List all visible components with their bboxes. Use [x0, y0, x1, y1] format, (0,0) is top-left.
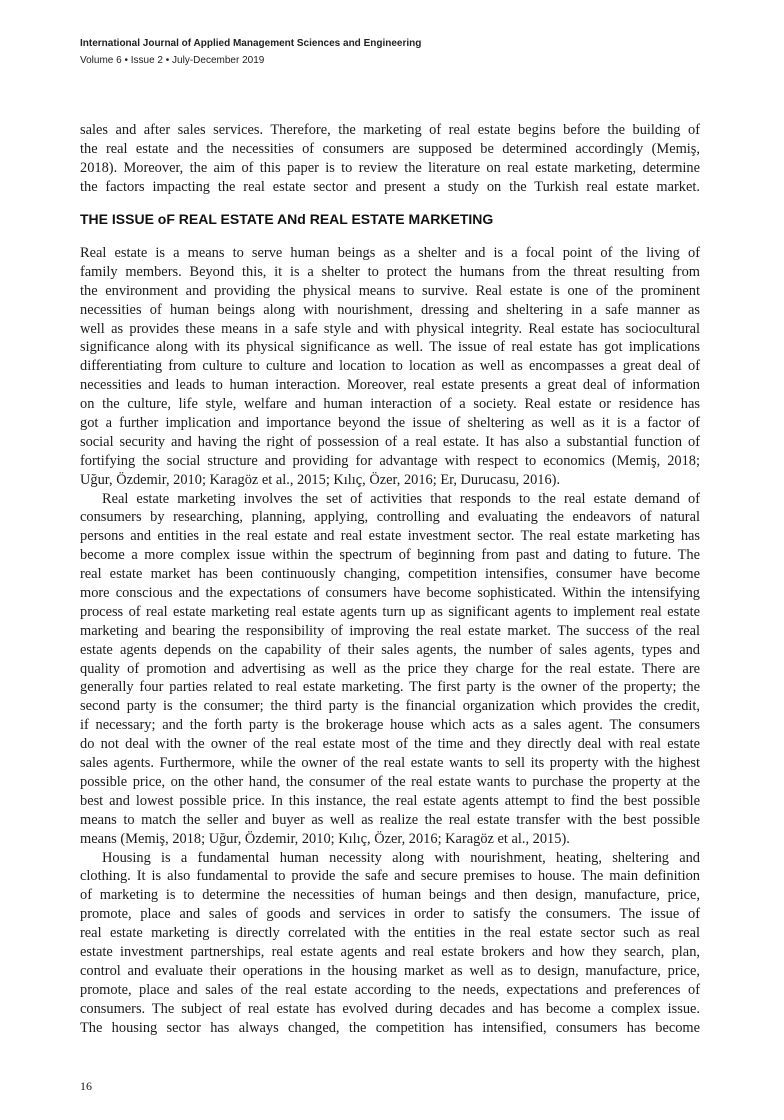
paragraph — [80, 849, 700, 1038]
text-line: second party is the consumer; the third party is the financial organization which provides the credit, — [80, 698, 700, 715]
text-line: the real estate and the necessities of consumers are supposed be determined accordingly (Memiş, — [80, 140, 700, 157]
text-line: consumers by researching, planning, applying, controlling and evaluating the endeavors of natural — [80, 509, 700, 526]
text-line: Uğur, Özdemir, 2010; Karagöz et al., 2015; Kılıç, Özer, 2016; Er, Durucasu, 2016). — [80, 471, 561, 488]
text-line: persons and entities in the real estate and real estate investment sector. The real estate marketing has — [80, 528, 700, 545]
text-line: generally four parties related to real estate marketing. The first party is the owner of the property; the — [80, 679, 700, 696]
text-line: possible price, on the other hand, the consumer of the real estate wants to purchase the property at the — [80, 773, 700, 790]
text-line: become a more complex issue within the spectrum of beginning from past and dating to future. The — [80, 547, 700, 564]
text-line: promote, place and sales of the real estate according to the needs, expectations and preferences of — [80, 981, 700, 998]
text-line: family members. Beyond this, it is a shelter to protect the humans from the threat resulting from — [80, 263, 700, 280]
text-line: of marketing is to determine the necessities of human beings and then design, manufacture, price, — [80, 887, 700, 904]
text-line: process of real estate marketing real estate agents turn up as significant agents to implement real estate — [80, 603, 700, 620]
text-line: The housing sector has always changed, the competition has intensified, consumers has become — [80, 1019, 700, 1036]
text-line: real estate marketing is directly correlated with the entities in the real estate sector such as real — [80, 925, 700, 942]
text-line: social security and having the right of possession of a real estate. It has also a substantial function of — [80, 433, 700, 450]
text-line: means (Memiş, 2018; Uğur, Özdemir, 2010; Kılıç, Özer, 2016; Karagöz et al., 2015). — [80, 830, 570, 847]
text-line: clothing. It is also fundamental to provide the safe and secure premises to house. The main definition — [80, 868, 700, 885]
text-line: well as provides these means in a safe style and with physical integrity. Real estate has sociocultural — [80, 320, 700, 337]
section-heading: THE ISSUE oF REAL ESTATE ANd REAL ESTATE MARKETING — [80, 211, 494, 227]
text-line: Real estate is a means to serve human beings as a shelter and is a focal point of the living of — [80, 245, 700, 261]
text-line: on the culture, life style, welfare and human interaction of a society. Real estate or residence has — [80, 396, 700, 413]
page-number: 16 — [80, 1079, 92, 1093]
text-line: more conscious and the expectations of consumers have become sophisticated. Within the intensifying — [80, 585, 700, 602]
text-line: consumers. The subject of real estate has evolved during decades and has become a complex issue. — [80, 1000, 700, 1017]
text-line: do not deal with the owner of the real estate most of the time and they directly deal with real estate — [80, 736, 700, 753]
intro-paragraph — [80, 121, 700, 197]
text-line: if necessary; and the forth party is the brokerage house which acts as a sales agent. The consumers — [80, 717, 700, 734]
text-line: necessities of human beings along with nourishment, dressing and sheltering in a safe manner as — [80, 301, 700, 318]
text-line: differentiating from culture to culture and location to location as well as encompasses a great deal of — [80, 358, 700, 375]
text-line: promote, place and sales of goods and services in order to satisfy the consumers. The issue of — [80, 906, 700, 923]
paragraph — [80, 490, 700, 849]
text-line: control and evaluate their operations in the housing market as well as to design, manufacture, price, — [80, 962, 700, 979]
issue-info: Volume 6 • Issue 2 • July-December 2019 — [80, 55, 265, 66]
text-line: sales agents. Furthermore, while the owner of the real estate wants to sell its property with the highest — [80, 755, 700, 772]
text-line: quality of promotion and advertising as well as the price they charge for the real estate. There are — [80, 660, 700, 677]
text-line: Real estate marketing involves the set of activities that responds to the real estate demand of — [102, 490, 700, 507]
text-line: significance along with its physical significance as well. The issue of real estate has got implications — [80, 339, 700, 356]
text-line: means to match the seller and buyer as well as realize the real estate transfer with the best possible — [80, 811, 700, 828]
text-line: fortifying the social structure and providing for advantage with respect to economics (Memiş, 2018; — [80, 452, 700, 469]
text-line: best and lowest possible price. In this instance, the real estate agents attempt to find the best possible — [80, 792, 700, 809]
text-line: real estate market has been continuously changing, competition intensifies, consumer have become — [80, 566, 700, 583]
text-line: necessities and leads to human interaction. Moreover, real estate presents a great deal of information — [80, 377, 700, 394]
text-line: 2018). Moreover, the aim of this paper is to review the literature on real estate marketing, determine — [80, 159, 700, 176]
text-line: marketing and bearing the responsibility of improving the real estate market. The success of the real — [80, 622, 700, 639]
text-line: the factors impacting the real estate sector and present a study on the Turkish real estate market. — [80, 178, 700, 195]
text-line: estate agents depends on the capability of their sales agents, the number of sales agents, types and — [80, 641, 700, 658]
text-line: the environment and providing the physical means to survive. Real estate is one of the prominent — [80, 282, 700, 299]
section-body — [80, 244, 700, 1037]
text-line: sales and after sales services. Therefore, the marketing of real estate begins before the building of — [80, 122, 700, 138]
text-line: got a further implication and importance beyond the issue of sheltering as well as it is a factor of — [80, 415, 700, 432]
paragraph — [80, 244, 700, 490]
journal-title: International Journal of Applied Management Sciences and Engineering — [80, 38, 422, 49]
text-line: estate investment partnerships, real estate agents and real estate brokers and how they search, plan, — [80, 943, 700, 960]
text-line: Housing is a fundamental human necessity along with nourishment, heating, sheltering and — [102, 849, 700, 866]
